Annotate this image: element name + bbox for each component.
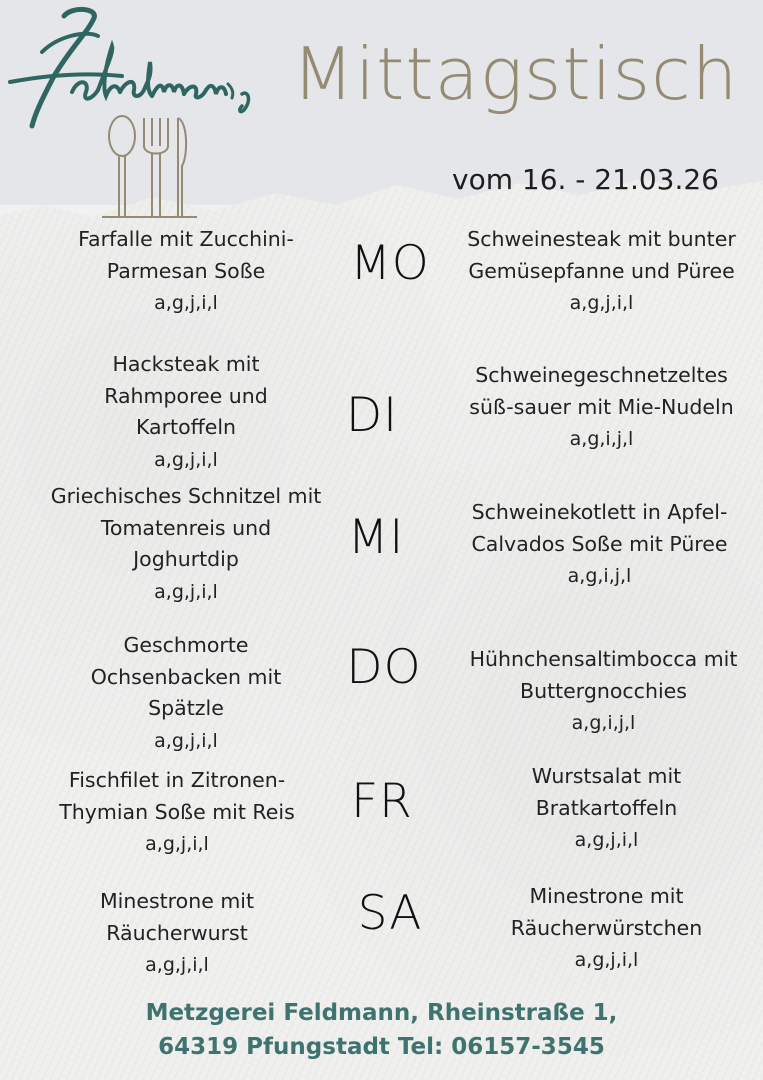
day-label-do: DO xyxy=(346,640,422,695)
dish-left-mi xyxy=(10,481,362,608)
dish-line: Räucherwurst xyxy=(106,920,248,945)
dish-right-mi xyxy=(436,497,763,593)
dish-line: Joghurtdip xyxy=(133,547,239,571)
dish-right-mo xyxy=(440,224,763,320)
allergen-codes: a,g,j,i,l xyxy=(154,580,218,603)
dish-line: Parmesan Soße xyxy=(106,258,266,283)
dish-line: Calvados Soße mit Püree xyxy=(471,531,728,556)
dish-right-do xyxy=(444,644,763,740)
allergen-codes: a,g,j,i,l xyxy=(154,292,218,314)
dish-line: süß-sauer mit Mie-Nudeln xyxy=(469,394,734,419)
dish-line: Rahmporee und xyxy=(104,383,268,408)
dish-line: Schweinekotlett in Apfel- xyxy=(471,500,728,524)
dish-line: Spätzle xyxy=(148,696,224,720)
dish-left-sa xyxy=(20,886,334,982)
allergen-codes: a,g,j,i,l xyxy=(145,833,209,855)
day-label-sa: SA xyxy=(357,886,423,941)
dish-left-mo xyxy=(20,224,352,320)
dish-line: Tomatenreis und xyxy=(100,515,272,540)
day-label-fr: FR xyxy=(351,774,413,829)
footer-line: Metzgerei Feldmann, Rheinstraße 1, xyxy=(145,1000,618,1026)
dish-line: Griechisches Schnitzel mit xyxy=(50,484,322,508)
dish-left-fr xyxy=(20,765,334,861)
allergen-codes: a,g,i,j,l xyxy=(571,712,636,734)
dish-line: Minestrone mit xyxy=(99,889,255,913)
allergen-codes: a,g,j,i,l xyxy=(569,292,634,314)
dish-line: Schweinegeschnetzeltes xyxy=(475,363,728,387)
footer-address xyxy=(0,996,763,1064)
dish-line: Schweinesteak mit bunter xyxy=(467,227,736,251)
dish-line: Farfalle mit Zucchini- xyxy=(78,227,294,251)
footer-line: 64319 Pfungstadt Tel: 06157-3545 xyxy=(158,1034,605,1060)
allergen-codes: a,g,j,i,l xyxy=(574,949,639,971)
dish-line: Thymian Soße mit Reis xyxy=(59,799,295,824)
dish-line: Hacksteak mit xyxy=(112,352,260,376)
dish-line: Ochsenbacken mit xyxy=(90,664,282,689)
dish-line: Minestrone mit xyxy=(529,884,684,908)
dish-line: Räucherwürstchen xyxy=(510,915,703,940)
day-label-mo: MO xyxy=(350,236,430,291)
logo-script-icon xyxy=(2,6,257,221)
dish-right-sa xyxy=(450,881,763,977)
allergen-codes: a,g,j,i,l xyxy=(145,954,209,976)
page-title: Mittagstisch xyxy=(292,32,739,116)
dish-line: Gemüsepfanne und Püree xyxy=(468,258,735,283)
day-label-mi: MI xyxy=(347,510,405,565)
allergen-codes: a,g,i,j,l xyxy=(569,428,634,450)
dish-line: Kartoffeln xyxy=(135,415,237,439)
brand-logo xyxy=(2,6,257,216)
allergen-codes: a,g,j,i,l xyxy=(154,729,218,752)
dish-line: Wurstsalat mit xyxy=(531,764,682,788)
dish-left-di xyxy=(20,349,352,476)
day-label-di: DI xyxy=(345,388,399,443)
allergen-codes: a,g,j,i,l xyxy=(574,829,639,851)
allergen-codes: a,g,j,i,l xyxy=(154,448,218,471)
dish-right-fr xyxy=(450,761,763,857)
dish-line: Hühnchensaltimbocca mit xyxy=(469,647,738,671)
dish-line: Bratkartoffeln xyxy=(535,795,678,820)
date-range: vom 16. - 21.03.26 xyxy=(452,163,719,196)
dish-line: Fischfilet in Zitronen- xyxy=(68,768,286,792)
dish-line: Geschmorte xyxy=(123,633,249,657)
dish-right-di xyxy=(440,360,763,456)
allergen-codes: a,g,i,j,l xyxy=(567,565,632,587)
dish-line: Buttergnocchies xyxy=(520,678,687,703)
dish-left-do xyxy=(20,630,352,757)
